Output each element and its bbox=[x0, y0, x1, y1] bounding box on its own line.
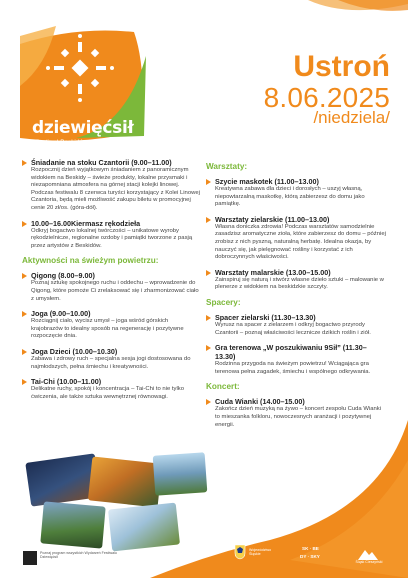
program-item-title: Cuda Wianki (14.00–15.00) bbox=[215, 397, 305, 407]
program-item-desc: Rozpocznij dzień wyjątkowym śniadaniem z panoramicznym widokiem na Beskidy – świeże produkty, lokalne przysmaki i niezapomniana atmosfera na górnej stacji kolejki linowej. Podczas festiwalu 8 czerwca turyści korzystający z Kolei Linowej Czantoria, będą mieli możliwość zakupu biletu w promocyjnej cenie 20 zł/os. (góra-dół). bbox=[31, 167, 200, 211]
photo-herbs bbox=[40, 501, 105, 548]
program-item-title: Śniadanie na stoku Czantorii (9.00–11.00) bbox=[31, 158, 172, 167]
section-heading-walks: Spacery: bbox=[206, 297, 241, 307]
program-item bbox=[22, 347, 200, 371]
program-item bbox=[22, 309, 200, 341]
program-item bbox=[206, 215, 386, 262]
logo-subtitle-1: Festiwal Beskidów bbox=[35, 139, 88, 146]
skibedysky-line-2: DY · SKY bbox=[300, 554, 320, 559]
program-item-desc: Zabawa i zdrowy ruch – specjalna sesja jogi dostosowana do najmłodszych, pełna śmiechu i kreatywności. bbox=[31, 355, 191, 370]
event-city: Ustroń bbox=[293, 50, 390, 83]
section-heading-workshops: Warsztaty: bbox=[206, 162, 248, 171]
program-item-title: Szycie maskotek (11.00–13.00) bbox=[215, 177, 319, 186]
program-item-desc: Własna doniczka zdrowia! Podczas warsztatów samodzielnie zasadzisz aromatyczne zioła, które zabierzesz do domu – później zrobisz z nich pyszną, naturalną herbatę. Idealna okazja, by nauczyć się, jak pielęgnować rośliny i korzystać z ich dobroczynnych właściwości. bbox=[215, 223, 386, 261]
partner-silesia-label: Województwo Śląskie bbox=[249, 548, 272, 557]
bullet-icon bbox=[22, 273, 27, 279]
program-item-title: Joga Dzieci (10.00–10.30) bbox=[31, 346, 118, 356]
photo-yoga bbox=[108, 503, 180, 552]
photo-collage bbox=[28, 458, 206, 548]
section-heading-outdoor: Aktywności na świeżym powietrzu: bbox=[22, 256, 159, 266]
program-item bbox=[22, 219, 200, 251]
bullet-icon bbox=[206, 345, 211, 351]
logo-subtitle-2: i Śląska Cieszyńskiego bbox=[35, 147, 101, 154]
program-item-title: Spacer zielarski (11.30–13.30) bbox=[215, 312, 316, 322]
program-item-desc: Delikatne ruchy, spokój i koncentracja – Tai-Chi to nie tylko ćwiczenia, ale także sztuka wewnętrznej równowagi. bbox=[31, 386, 185, 400]
program-item-title: Qigong (8.00–9.00) bbox=[31, 271, 95, 281]
section-heading-concert: Koncert: bbox=[206, 382, 240, 392]
skibedysky-line-1: SK · BE bbox=[302, 546, 319, 551]
bullet-icon bbox=[22, 160, 27, 166]
photo-mountain-view bbox=[153, 452, 208, 496]
program-item bbox=[22, 377, 200, 401]
coat-of-arms-icon bbox=[234, 544, 246, 560]
program-item-desc: Kreatywna zabawa dla dzieci i dorosłych – uszyj własną, niepowtarzalną maskotkę, którą zabierzesz do domu jako pamiątkę. bbox=[215, 186, 365, 208]
photo-outdoor-exercise bbox=[88, 456, 162, 507]
qr-code-icon bbox=[22, 550, 38, 566]
event-date: 8.06.2025 bbox=[263, 82, 390, 113]
program-item-title: Tai-Chi (10.00–11.00) bbox=[31, 377, 102, 387]
bullet-icon bbox=[206, 179, 211, 185]
corner-decoration bbox=[288, 0, 408, 40]
program-item bbox=[22, 158, 200, 213]
program-item bbox=[206, 343, 386, 376]
program-left-column bbox=[22, 158, 200, 407]
bullet-icon bbox=[206, 315, 211, 321]
program-right-column bbox=[206, 158, 386, 435]
program-item-title: Joga (9.00–10.00) bbox=[31, 309, 91, 319]
bullet-icon bbox=[22, 349, 27, 355]
logo-title: dziewięćsił bbox=[32, 118, 134, 138]
bullet-icon bbox=[206, 399, 211, 405]
program-item-desc: Rodzinna przygoda na świeżym powietrzu! Wciągająca gra terenowa pełna zagadek, śmiechu i wspólnego odkrywania. bbox=[215, 361, 371, 375]
program-item-title: Warsztaty zielarskie (11.00–13.00) bbox=[215, 214, 330, 224]
program-item bbox=[206, 177, 386, 209]
program-item-desc: Wyrusz na spacer z zielarzem i odkryj bogactwo przyrody Czantorii – poznaj właściwości lecznicze dzikich roślin i ziół. bbox=[215, 321, 371, 336]
bullet-icon bbox=[22, 311, 27, 317]
festival-logo bbox=[16, 26, 150, 154]
bullet-icon bbox=[22, 379, 27, 385]
program-item bbox=[22, 271, 200, 303]
footer-note: Poznaj program wszystkich Wydarzeń Festiwalu Dziewięćsił bbox=[40, 551, 117, 560]
bullet-icon bbox=[22, 221, 27, 227]
program-item-desc: Poznaj sztukę spokojnego ruchu i oddechu – wprowadzenie do Qigong, które pomoże Ci zrelaksować się i zharmonizować ciało z umysłem. bbox=[31, 280, 199, 302]
program-item-desc: Zakończ dzień muzyką na żywo – koncert zespołu Cuda Wianki to mieszanka folkloru, nowoczesnych aranżacji i pozytywnej energii. bbox=[215, 406, 381, 428]
program-item bbox=[206, 397, 386, 429]
program-item-title: 10.00–16.00Kiermasz rękodzieła bbox=[31, 218, 141, 228]
event-weekday: /niedziela/ bbox=[313, 108, 390, 127]
bullet-icon bbox=[206, 217, 211, 223]
program-item-desc: Rozciągnij ciało, wycisz umysł – joga wśród górskich krajobrazów to idealny sposób na regenerację i pozytywne rozpoczęcie dnia. bbox=[31, 318, 184, 340]
program-item-desc: Odkryj bogactwo lokalnej twórczości – unikatowe wyroby rękodzielnicze, regionalne ozdoby i pamiątki tworzone z pasją przez artystów z Beskidów. bbox=[31, 227, 193, 249]
program-item-title: Warsztaty malarskie (13.00–15.00) bbox=[215, 267, 331, 277]
program-item-title: Gra terenowa „W poszukiwaniu 9Sił” (11.30–13.30) bbox=[215, 343, 367, 362]
program-item bbox=[206, 313, 386, 337]
program-item bbox=[206, 268, 386, 292]
bullet-icon bbox=[206, 270, 211, 276]
partner-cieszyn-label: Śląsk Cieszyński bbox=[355, 560, 383, 564]
program-item-desc: Zainspiruj się naturą i stwórz własne dzieło sztuki – malowanie w plenerze z widokiem na beskidzkie szczyty. bbox=[215, 276, 384, 291]
skibedysky-logo bbox=[292, 540, 336, 570]
